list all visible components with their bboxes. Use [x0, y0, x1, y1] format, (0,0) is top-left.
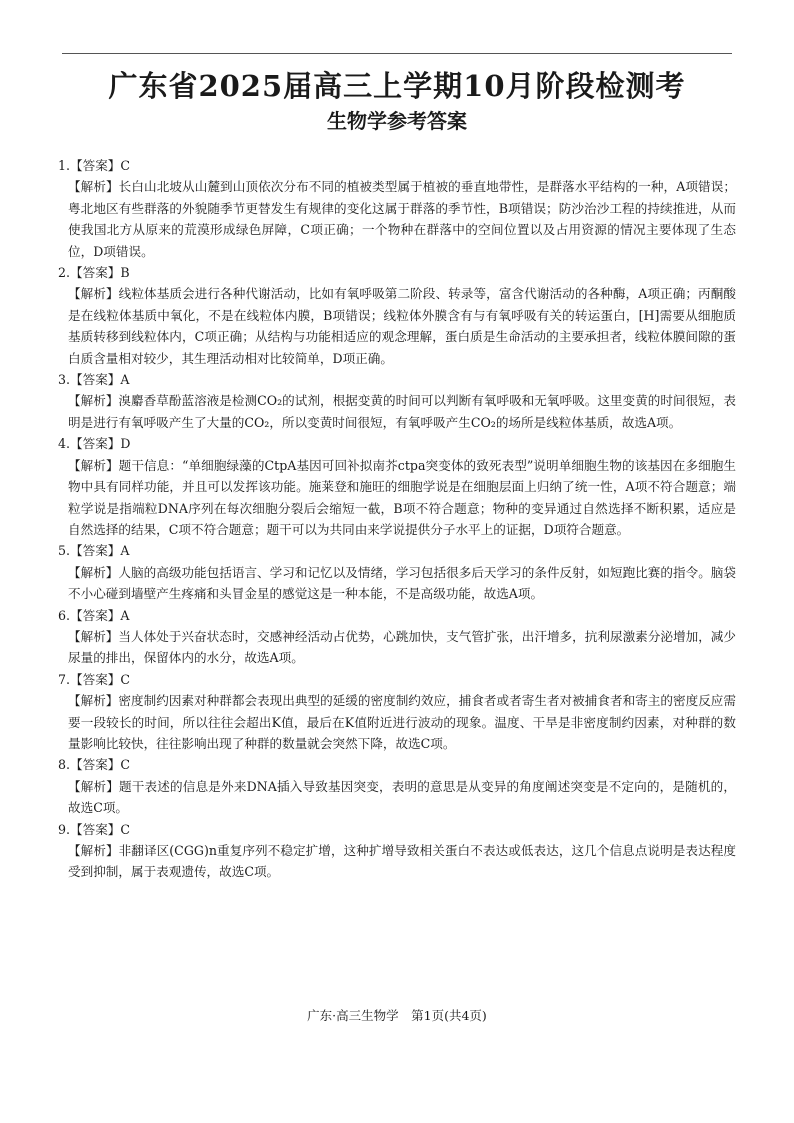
top-rule — [62, 53, 732, 54]
answer-key: 9.【答案】C — [58, 821, 131, 837]
analysis-text: 【解析】人脑的高级功能包括语言、学习和记忆以及情绪，学习包括很多后天学习的条件反射，如短跑比赛的指令。脑袋不小心碰到墙壁产生疼痛和头冒金星的感觉这是一种本能，不是高级功能，故选A项。 — [68, 564, 736, 602]
analysis-text: 【解析】当人体处于兴奋状态时，交感神经活动占优势，心跳加快，支气管扩张，出汗增多，抗利尿激素分泌增加，减少尿量的排出，保留体内的水分，故选A项。 — [68, 628, 736, 666]
answer-item-9 — [58, 819, 736, 883]
analysis-text: 【解析】密度制约因素对种群都会表现出典型的延缓的密度制约效应，捕食者或者寄生者对被捕食者和寄主的密度反应需要一段较长的时间，所以往往会超出K值，最后在K值附近进行波动的现象。温度、干旱是非密度制约因素，对种群的数量影响比较快，往往影响出现了种群的数量就会突然下降，故选C项。 — [68, 693, 736, 751]
page-footer: 广东·高三生物学 第1页(共4页) — [307, 1008, 487, 1023]
analysis-text: 【解析】非翻译区(CGG)n重复序列不稳定扩增，这种扩增导致相关蛋白不表达或低表达，这几个信息点说明是表达程度受到抑制，属于表观遗传，故选C项。 — [68, 843, 736, 880]
analysis-text: 【解析】题干表述的信息是外来DNA插入导致基因突变，表明的意思是从变异的角度阐述突变是不定向的，是随机的，故选C项。 — [68, 778, 736, 816]
page-subtitle: 生物学参考答案 — [327, 109, 467, 133]
answer-list — [58, 155, 736, 883]
page-title: 广东省2025届高三上学期10月阶段检测考 — [108, 69, 686, 103]
answer-key: 5.【答案】A — [58, 543, 130, 559]
answer-key: 4.【答案】D — [58, 436, 131, 452]
answer-key: 7.【答案】C — [58, 671, 131, 687]
answer-key: 8.【答案】C — [58, 757, 131, 773]
analysis-text: 【解析】题干信息：“单细胞绿藻的CtpA基因可回补拟南芥ctpa突变体的致死表型”说明单细胞生物的该基因在多细胞生物中具有同样功能，并且可以发挥该功能。施莱登和施旺的细胞学说是在细胞层面上归纳了统一性，A项不符合题意；端粒学说是指端粒DNA序列在每次细胞分裂后会缩短一截，B项不符合题意；物种的变异通过自然选择不断积累，适应是自然选择的结果，C项不符合题意；题干可以为共同由来学说提供分子水平上的证据，D项符合题意。 — [68, 457, 736, 537]
answer-key: 2.【答案】B — [58, 265, 130, 281]
answer-item-5 — [58, 540, 736, 604]
answer-item-4 — [58, 433, 736, 540]
answer-item-7 — [58, 669, 736, 755]
answer-key: 3.【答案】A — [58, 372, 130, 388]
analysis-text: 【解析】长白山北坡从山麓到山顶依次分布不同的植被类型属于植被的垂直地带性，是群落水平结构的一种，A项错误；粤北地区有些群落的外貌随季节更替发生有规律的变化这属于群落的季节性，B项错误；防沙治沙工程的持续推进，从而使我国北方从原来的荒漠形成绿色屏障，C项正确；一个物种在群落中的空间位置以及占用资源的情况主要体现了生态位，D项错误。 — [68, 179, 736, 259]
answer-item-6 — [58, 605, 736, 669]
analysis-text: 【解析】线粒体基质会进行各种代谢活动，比如有氧呼吸第二阶段、转录等，富含代谢活动的各种酶，A项正确；丙酮酸是在线粒体基质中氧化，不是在线粒体内膜，B项错误；线粒体外膜含有与有氧呼吸有关的转运蛋白，[H]需要从细胞质基质转移到线粒体内，C项正确；从结构与功能相适应的观念理解，蛋白质是生命活动的主要承担者，线粒体膜间隙的蛋白质含量相对较少，其生理活动相对比较简单，D项正确。 — [68, 286, 736, 366]
answer-item-1 — [58, 155, 736, 262]
answer-item-3 — [58, 369, 736, 433]
answer-key: 6.【答案】A — [58, 607, 130, 623]
analysis-text: 【解析】溴麝香草酚蓝溶液是检测CO₂的试剂，根据变黄的时间可以判断有氧呼吸和无氧呼吸。这里变黄的时间很短，表明是进行有氧呼吸产生了大量的CO₂，所以变黄时间很短，有氧呼吸产生CO₂的场所是线粒体基质，故选A项。 — [68, 393, 736, 430]
answer-item-8 — [58, 754, 736, 818]
answer-key: 1.【答案】C — [58, 158, 131, 173]
answer-item-2 — [58, 262, 736, 369]
